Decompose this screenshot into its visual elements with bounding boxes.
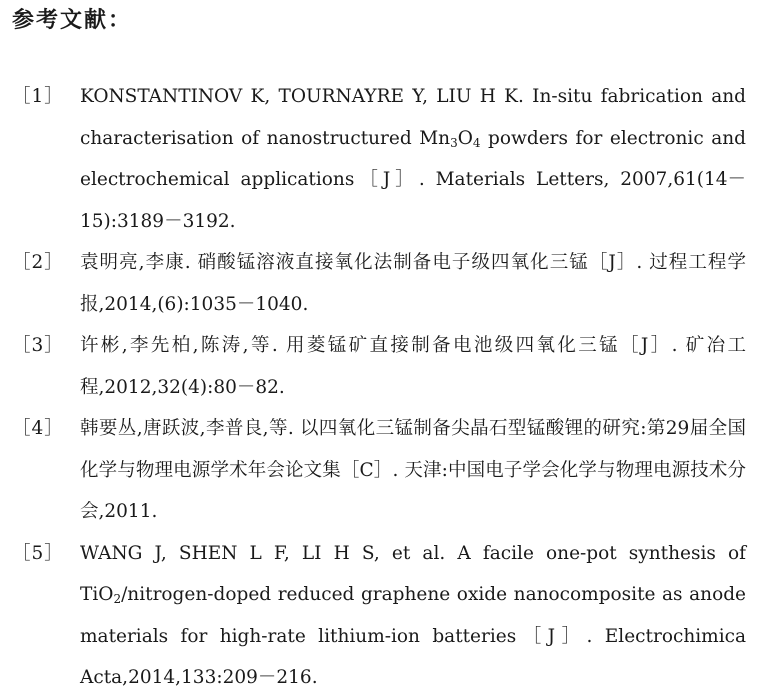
reference-number: ［1］ [12,86,64,107]
reference-text-segment: powders for electronic and electrochemical applications［J］. Materials Letters, 2007,61(14－15):3189－3192. [80,127,746,232]
reference-text-segment: O [457,127,473,149]
reference-text-segment: /nitrogen-doped reduced graphene oxide nanocomposite as anode materials for high-rate lithium-ion batteries［J］. Electrochimica Acta,2014,133:209－216. [80,584,746,688]
reference-number: ［3］ [12,335,64,356]
reference-text [80,76,746,242]
reference-item-3 [0,325,764,408]
reference-item-1 [0,76,764,242]
reference-text: 袁明亮,李康. 硝酸锰溶液直接氧化法制备电子级四氧化三锰［J］. 过程工程学报,2014,(6):1035－1040. [80,252,746,315]
subscript: 2 [113,592,122,606]
reference-text-segment: KONSTANTINOV K, TOURNAYRE Y, LIU H K. In-situ fabrication and characterisation of nanostructured Mn [80,86,746,149]
reference-text-segment: WANG J, SHEN L F, LI H S, et al. A facile one-pot synthesis of TiO [80,542,746,605]
reference-text: 许彬,李先柏,陈涛,等. 用菱锰矿直接制备电池级四氧化三锰［J］. 矿冶工程,2012,32(4):80－82. [80,335,746,398]
reference-number: ［4］ [12,418,64,439]
reference-list [0,76,764,699]
reference-number: ［2］ [12,252,64,273]
reference-item-2 [0,242,764,325]
references-heading: 参考文献： [12,8,133,33]
subscript: 4 [472,135,481,150]
reference-item-5 [0,533,764,699]
subscript: 3 [450,135,458,150]
reference-number: ［5］ [12,542,64,564]
reference-text: 韩要丛,唐跃波,李普良,等. 以四氧化三锰制备尖晶石型锰酸锂的研究:第29届全国化学与物理电源学术年会论文集［C］. 天津:中国电子学会化学与物理电源技术分会,2011. [80,418,746,522]
reference-item-4 [0,408,764,533]
reference-text [80,533,746,699]
